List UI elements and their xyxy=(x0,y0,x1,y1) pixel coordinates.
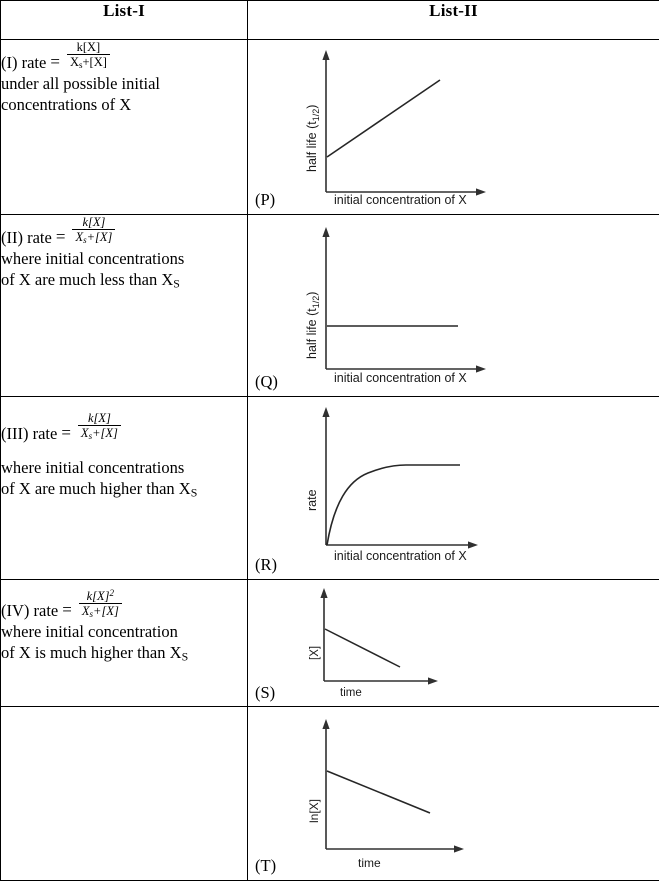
item-label-iv: (IV) rate xyxy=(1,588,58,621)
equals-sign: = xyxy=(50,40,60,73)
x-axis-label-s: time xyxy=(340,687,362,699)
list-ii-cell-t xyxy=(248,707,659,881)
plot-container-q xyxy=(248,215,659,396)
plot-tag-r: (R) xyxy=(255,555,277,575)
list-ii-cell-q xyxy=(248,215,659,397)
fraction-ii xyxy=(72,215,115,245)
rate-expression-ii xyxy=(1,215,247,248)
x-axis-label-r: initial concentration of X xyxy=(334,549,467,563)
denominator-subscript: s xyxy=(79,60,83,70)
chart-p xyxy=(278,44,508,204)
fraction-i xyxy=(67,40,110,70)
denominator-subscript: s xyxy=(90,609,94,619)
item-label-ii: (II) rate xyxy=(1,215,52,248)
list-ii-cell-p xyxy=(248,40,659,215)
column-header-list-i: List-I xyxy=(1,1,248,40)
list-ii-cell-s xyxy=(248,580,659,707)
list-i-cell-iv xyxy=(1,580,248,707)
fraction-numerator: k[X] xyxy=(67,40,110,54)
rate-expression-iv xyxy=(1,588,247,621)
y-axis-label-s: [X] xyxy=(309,646,321,660)
fraction-denominator: $X_s+[X]$ xyxy=(72,229,115,245)
vertical-spacer xyxy=(1,444,247,457)
table-row xyxy=(1,215,659,397)
plot-tag-t: (T) xyxy=(255,856,276,876)
item-label-iii: (III) rate xyxy=(1,411,57,444)
table-header-row xyxy=(1,1,659,40)
fraction-denominator: $X_s+[X]$ xyxy=(78,425,121,441)
fraction-denominator: $X_s+[X]$ xyxy=(67,54,110,70)
chart-s xyxy=(278,584,508,702)
plot-tag-p: (P) xyxy=(255,190,275,210)
fraction-numerator: k[X] xyxy=(72,215,115,229)
description-line-2: of X is much higher than $X_S$ xyxy=(1,643,247,664)
description-line-1: where initial concentrations xyxy=(1,249,247,269)
list-i-cell-iii xyxy=(1,397,248,580)
x-axis-label-p: initial concentration of X xyxy=(334,193,467,204)
x-axis-label-t: time xyxy=(358,856,381,870)
table-row xyxy=(1,40,659,215)
description-subscript: S xyxy=(182,650,189,664)
denominator-subscript: s xyxy=(89,431,93,441)
list-i-cell-i xyxy=(1,40,248,215)
chart-r xyxy=(278,403,508,571)
description-line-1: under all possible initial xyxy=(1,74,247,94)
description-line-2: concentrations of X xyxy=(1,95,247,115)
rate-expression-i xyxy=(1,40,247,73)
rate-expression-iii xyxy=(1,411,247,444)
y-axis-label-p: half life $(t_{1/2})$ xyxy=(305,105,321,172)
item-label-i: (I) rate xyxy=(1,40,46,73)
y-axis-label-q: half life $(t_{1/2})$ xyxy=(305,292,321,359)
table-row xyxy=(1,580,659,707)
denominator-subscript: s xyxy=(83,235,87,245)
description-line-1: where initial concentration xyxy=(1,622,247,642)
description-line-2: of X are much less than $X_S$ xyxy=(1,270,247,291)
description-subscript: S xyxy=(191,486,198,500)
column-header-list-ii: List-II xyxy=(248,1,659,40)
chart-q xyxy=(278,221,508,389)
description-line-1: where initial concentrations xyxy=(1,458,247,478)
fraction-iv xyxy=(79,588,122,619)
y-axis-label-r: rate xyxy=(305,489,319,511)
fraction-denominator: $X_s+[X]$ xyxy=(79,603,122,619)
table-row xyxy=(1,397,659,580)
fraction-numerator: $k[X]^2$ xyxy=(79,588,122,603)
fraction-iii xyxy=(78,411,121,441)
list-i-cell-empty xyxy=(1,707,248,881)
description-subscript: S xyxy=(173,277,180,291)
plot-container-p xyxy=(248,40,659,214)
plot-container-r xyxy=(248,397,659,579)
equals-sign: = xyxy=(56,215,66,248)
list-i-cell-ii xyxy=(1,215,248,397)
chart-t xyxy=(278,715,508,875)
description-line-2: of X are much higher than $X_S$ xyxy=(1,479,247,500)
numerator-exponent: 2 xyxy=(110,588,115,598)
plot-tag-q: (Q) xyxy=(255,372,278,392)
x-axis-label-q: initial concentration of X xyxy=(334,371,467,385)
fraction-numerator: k[X] xyxy=(78,411,121,425)
plot-tag-s: (S) xyxy=(255,683,275,703)
equals-sign: = xyxy=(62,588,72,621)
equals-sign: = xyxy=(61,411,71,444)
table-row xyxy=(1,707,659,881)
plot-container-t xyxy=(248,707,659,880)
list-ii-cell-r xyxy=(248,397,659,580)
y-axis-label-t: ln[X] xyxy=(307,799,321,823)
plot-container-s xyxy=(248,580,659,706)
